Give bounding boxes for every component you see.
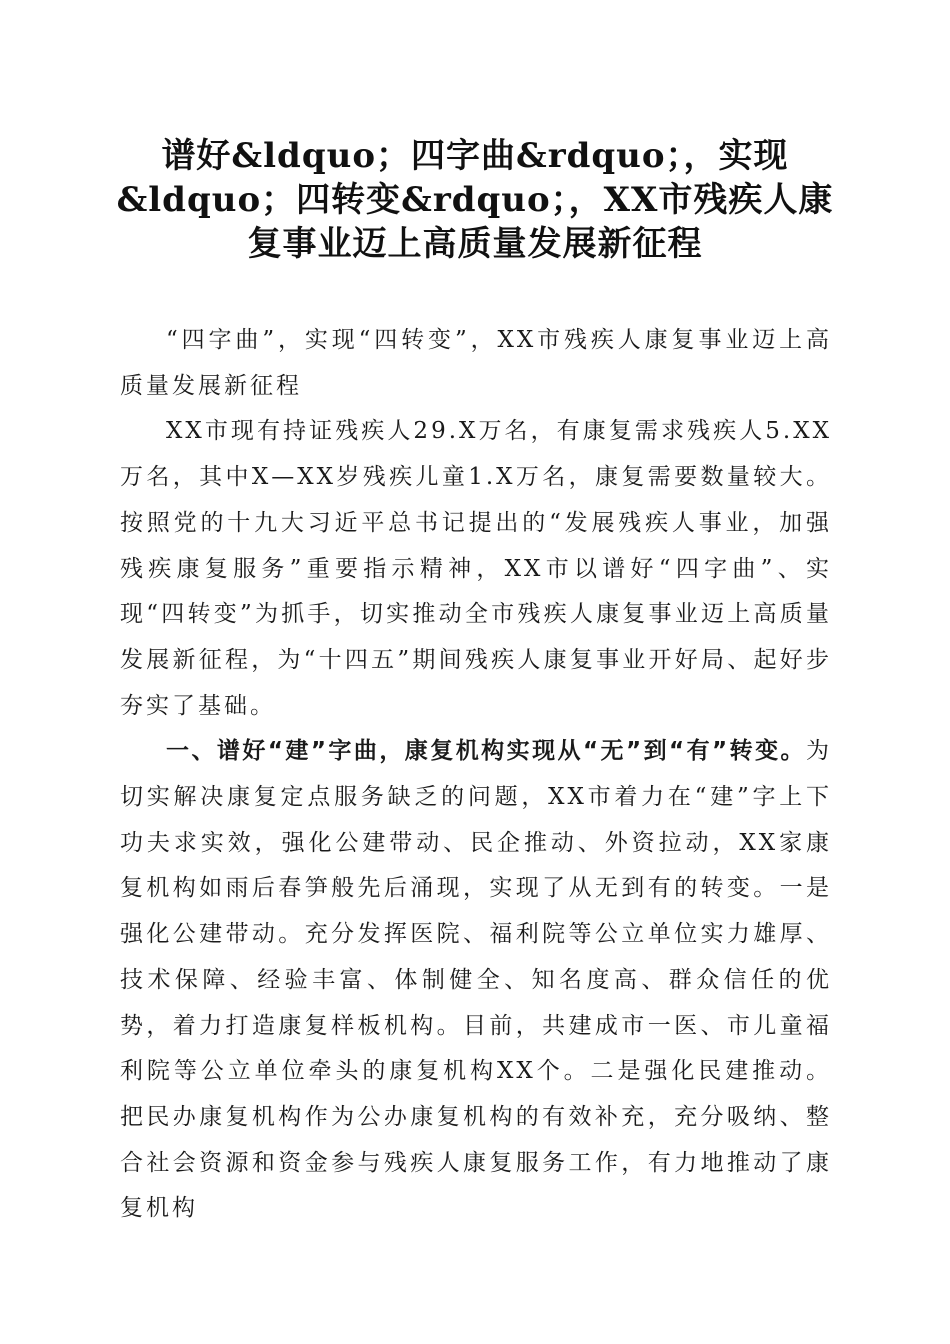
title-line-2: &ldquo；四转变&rdquo；，XX市残疾人康 — [116, 180, 834, 220]
subtitle-paragraph: “四字曲”，实现“四转变”，XX市残疾人康复事业迈上高质量发展新征程 — [120, 327, 832, 399]
title-line-3: 复事业迈上高质量发展新征程 — [247, 224, 703, 264]
intro-paragraph: XX市现有持证残疾人29.X万名，有康复需求残疾人5.XX万名，其中X—XX岁残疾儿童1.X万名，康复需要数量较大。按照党的十九大习近平总书记提出的“发展残疾人事业，加强残疾康复服务”重要指示精神，XX市以谱好“四字曲”、实现“四转变”为抓手，切实推动全市残疾人康复事业迈上高质量发展新征程，为“十四五”期间残疾人康复事业开好局、起好步夯实了基础。 — [120, 418, 832, 719]
section-1-heading: 一、谱好“建”字曲，康复机构实现从“无”到“有”转变。 — [166, 738, 806, 765]
document-title — [110, 134, 840, 266]
section-1-text: 为切实解决康复定点服务缺乏的问题，XX市着力在“建”字上下功夫求实效，强化公建带动、民企推动、外资拉动，XX家康复机构如雨后春笋般先后涌现，实现了从无到有的转变。一是强化公建带动。充分发挥医院、福利院等公立单位实力雄厚、技术保障、经验丰富、体制健全、知名度高、群众信任的优势，着力打造康复样板机构。目前，共建成市一医、市儿童福利院等公立单位牵头的康复机构XX个。二是强化民建推动。把民办康复机构作为公办康复机构的有效补充，充分吸纳、整合社会资源和资金参与残疾人康复服务工作，有力地推动了康复机构 — [120, 738, 832, 1222]
title-line-1: 谱好&ldquo；四字曲&rdquo；，实现 — [161, 136, 789, 176]
document-body — [120, 318, 832, 1232]
section-1-paragraph — [120, 729, 832, 1232]
